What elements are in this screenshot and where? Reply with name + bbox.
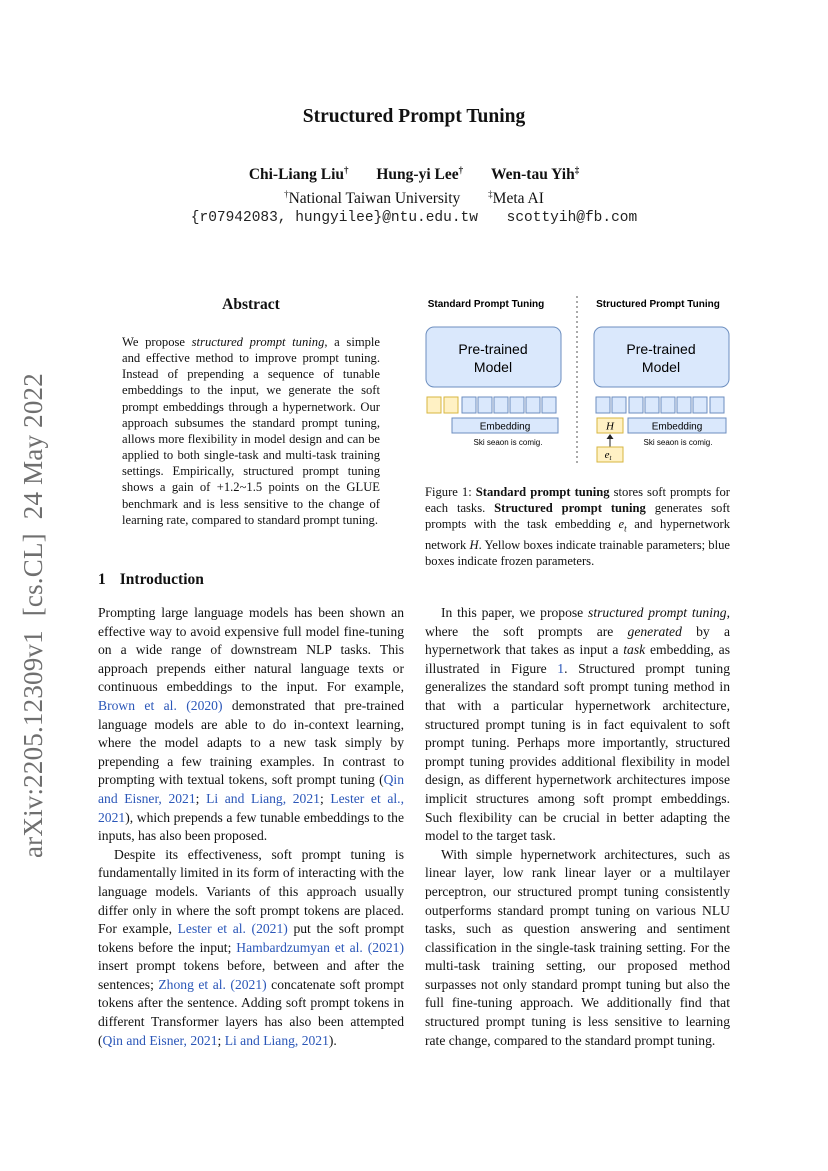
pretrained-model-box (594, 327, 729, 387)
arxiv-identifier: arXiv:2205.12309v1 [cs.CL] 24 May 2022 (18, 373, 48, 858)
frozen-token (693, 397, 707, 413)
email: {r07942083, hungyilee}@ntu.edu.tw (190, 210, 478, 226)
emails (0, 210, 828, 226)
model-label: Model (473, 359, 513, 375)
author: Hung-yi Lee† (376, 165, 464, 184)
affiliation: ‡Meta AI (488, 189, 544, 208)
affiliations (0, 189, 828, 208)
embedding-label: Embedding (479, 421, 531, 433)
frozen-token (629, 397, 643, 413)
frozen-token (645, 397, 659, 413)
paragraph: In this paper, we propose structured prompt tuning, where the soft prompts are generated by a hypernetwork that takes as input a task embedding, as illustrated in Figure 1. Structured prompt tuning generalizes the standard soft prompt tuning method in that with a particular hypernetwork architecture, structured prompt tuning is in fact equivalent to soft prompt tuning. Perhaps more importantly, structured prompt tuning provides additional flexibility in model design, as different hypernetwork architectures impose implicit structures among soft prompt embeddings. Such flexibility can be crucial in better adapting the model to the target task. (425, 605, 730, 844)
citation-link[interactable]: Li and Liang, 2021 (206, 790, 320, 806)
figure-1-caption: Figure 1: Standard prompt tuning stores soft prompts for each tasks. Structured prompt tuning generates soft prompts with the task embedding $e_t$ and hypernetwork network H. Yellow boxes indicate trainable parameters; blue boxes indicate frozen parameters. (425, 485, 731, 569)
affiliation: †National Taiwan University (284, 189, 461, 208)
trainable-prompt-token (427, 397, 441, 413)
citation-link[interactable]: Lester et al. (2021) (177, 921, 288, 937)
author: Chi-Liang Liu† (248, 165, 349, 184)
body-left-column (98, 604, 404, 1050)
citation-link[interactable]: Qin and Eisner, 2021 (102, 1032, 218, 1048)
frozen-token (542, 397, 556, 413)
frozen-token (494, 397, 508, 413)
hypernetwork-label: H (606, 420, 614, 433)
body-right-column (425, 604, 730, 1050)
frozen-token (596, 397, 610, 413)
section-heading: 1 Introduction (98, 571, 204, 588)
citation-link[interactable]: Brown et al. (2020) (98, 697, 223, 713)
frozen-token (462, 397, 476, 413)
citation-link[interactable]: Qin and Eisner, 2021 (98, 772, 404, 806)
input-text: Ski seaon is comig. (473, 438, 543, 447)
citation-link[interactable]: Hambardzumyan et al. (2021) (236, 939, 404, 955)
arrow-head-icon (607, 434, 614, 439)
frozen-token (478, 397, 492, 413)
figure-reference-link[interactable]: 1 (557, 660, 565, 676)
author: Wen-tau Yih‡ (491, 165, 580, 184)
citation-link[interactable]: Lester et al., 2021 (98, 790, 404, 825)
frozen-token (526, 397, 540, 413)
figure-right-title: Structured Prompt Tuning (596, 299, 720, 310)
abstract-body: We propose structured prompt tuning, a simple and effective method to improve prompt tuning. Instead of prepending a sequence of tunable embeddings to the input, we generate the soft prompt embeddings through a hypernetwork. Our approach subsumes the standard prompt tuning, allows more flexibility in model design and can be applied to both single-task and multi-task training settings. Empirically, structured prompt tuning shows a gain of +1.2~1.5 points on the GLUE benchmark and is less sensitive to the change of learning rate, compared to standard prompt tuning. (122, 335, 380, 527)
author-list (0, 165, 828, 184)
citation-link[interactable]: Li and Liang, 2021 (224, 1032, 329, 1048)
trainable-prompt-token (444, 397, 458, 413)
paragraph: Prompting large language models has been shown an effective way to avoid expensive full model fine-tuning on a wide range of downstream NLP tasks. This approach prepends either natural language texts or continuous embeddings to the input. For example, Brown et al. (2020) demonstrated that pre-trained language models are able to do in-context learning, where the model adapts to a new task simply by prepending a few training examples. In contrast to prompting with textual tokens, soft prompt tuning (Qin and Eisner, 2021; Li and Liang, 2021; Lester et al., 2021), which prepends a few tunable embeddings to the inputs, has also been proposed. (98, 605, 404, 844)
input-text: Ski seaon is comig. (643, 438, 713, 447)
paragraph: With simple hypernetwork architectures, such as linear layer, low rank linear layer or a multilayer perceptron, our structured prompt tuning consistently outperforms standard prompt tuning on various NLU tasks, such as question answering and sentiment classification in the single-task training setting. For the multi-task training setting, our proposed method surpasses not only standard prompt tuning but also the full fine-tuning approach. We additionally find that structured prompt tuning is less sensitive to learning rate change, compared to the standard prompt tuning. (425, 846, 730, 1048)
embedding-label: Embedding (651, 421, 703, 433)
frozen-token (710, 397, 724, 413)
frozen-token (677, 397, 691, 413)
paper-title: Structured Prompt Tuning (302, 106, 526, 127)
model-label: Model (641, 359, 681, 375)
citation-link[interactable]: Zhong et al. (2021) (158, 976, 267, 992)
abstract-heading: Abstract (222, 296, 280, 313)
model-label: Pre-trained (458, 341, 528, 357)
frozen-token (612, 397, 626, 413)
frozen-token (510, 397, 524, 413)
figure-1-diagram (420, 290, 740, 470)
model-label: Pre-trained (626, 341, 696, 357)
task-embedding-label: et (604, 449, 612, 462)
frozen-token (661, 397, 675, 413)
email: scottyih@fb.com (506, 210, 638, 226)
paragraph: Despite its effectiveness, soft prompt tuning is fundamentally limited in its form of interacting with the language models. Variants of this approach usually differ only in where the soft prompt tokens are placed. For example, Lester et al. (2021) put the soft prompt tokens before the input; Hambardzumyan et al. (2021) insert prompt tokens before, between and after the sentences; Zhong et al. (2021) concatenate soft prompt tokens after the sentence. Adding soft prompt tokens in different Transformer layers has also been attempted (Qin and Eisner, 2021; Li and Liang, 2021). (98, 846, 405, 1048)
figure-left-title: Standard Prompt Tuning (427, 299, 545, 310)
pretrained-model-box (426, 327, 561, 387)
